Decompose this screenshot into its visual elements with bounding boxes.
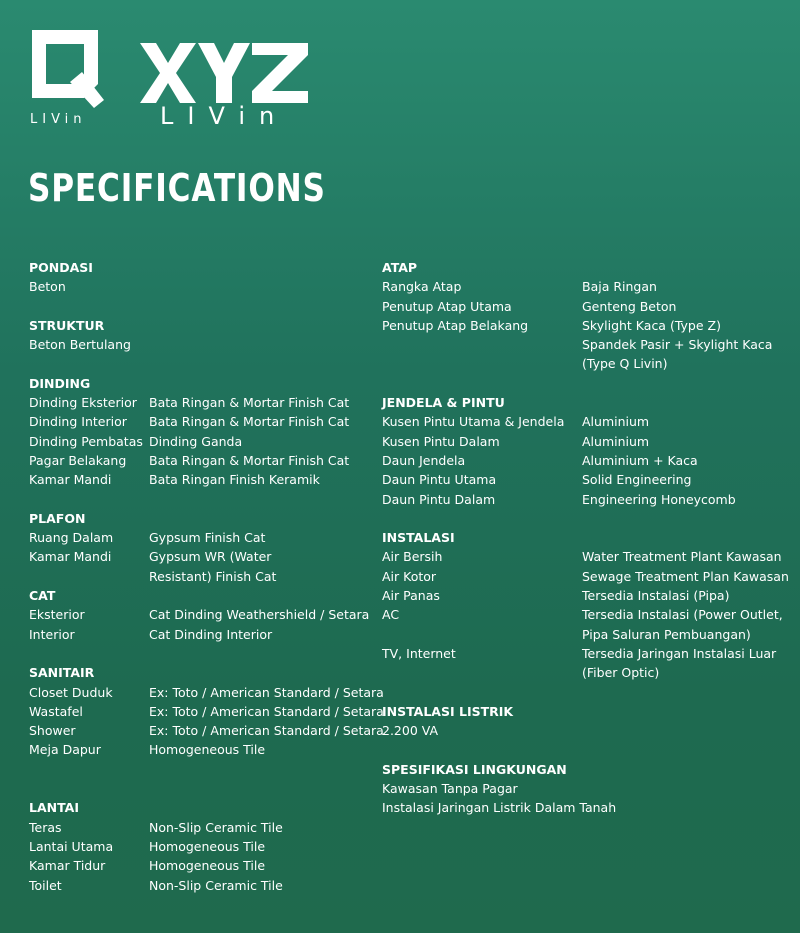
- section-title-instalasi-listrik: INSTALASI LISTRIK: [382, 703, 514, 719]
- spec-row: Kusen Pintu Utama & Jendela Aluminium: [382, 414, 650, 430]
- section-title-spesifikasi-lingkungan: SPESIFIKASI LINGKUNGAN: [382, 761, 567, 777]
- q-livin-logo-icon: [28, 26, 108, 126]
- spec-row: Interior Cat Dinding Interior: [29, 626, 273, 642]
- spec-row: Dinding Pembatas Dinding Ganda: [29, 433, 243, 449]
- spec-row: Dinding Interior Bata Ringan & Mortar Finish Cat: [29, 414, 350, 430]
- spec-row: Kamar Mandi Bata Ringan Finish Keramik: [29, 472, 320, 488]
- spec-row: 2.200 VA: [382, 723, 439, 739]
- spec-row: Closet Duduk Ex: Toto / American Standard / Setara: [29, 684, 384, 700]
- spec-row: Ruang Dalam Gypsum Finish Cat: [29, 530, 266, 546]
- spec-row: Air Panas Tersedia Instalasi (Pipa): [382, 588, 730, 604]
- spec-row: Toilet Non-Slip Ceramic Tile: [29, 877, 283, 893]
- spec-row: Eksterior Cat Dinding Weathershield / Setara: [29, 607, 370, 623]
- spec-row: Beton: [29, 279, 66, 295]
- spec-row: Shower Ex: Toto / American Standard / Setara: [29, 723, 384, 739]
- spec-row: Rangka Atap Baja Ringan: [382, 279, 657, 295]
- spec-row: Penutup Atap Belakang Skylight Kaca (Type Z): [382, 317, 721, 333]
- section-title-pondasi: PONDASI: [29, 260, 93, 275]
- section-title-atap: ATAP: [382, 260, 418, 275]
- section-title-lantai: LANTAI: [29, 800, 79, 816]
- section-title-instalasi: INSTALASI: [382, 530, 455, 546]
- spec-row: Lantai Utama Homogeneous Tile: [29, 838, 266, 854]
- spec-row: Pagar Belakang Bata Ringan & Mortar Finish Cat: [29, 452, 350, 468]
- section-title-plafon: PLAFON: [29, 510, 86, 526]
- spec-row: Teras Non-Slip Ceramic Tile: [29, 819, 283, 835]
- spec-row: Daun Jendela Aluminium + Kaca: [382, 452, 698, 468]
- spec-row: Daun Pintu Dalam Engineering Honeycomb: [382, 491, 736, 507]
- spec-row: Wastafel Ex: Toto / American Standard / Setara: [29, 703, 384, 719]
- section-title-sanitair: SANITAIR: [29, 665, 95, 681]
- spec-row: TV, Internet Tersedia Jaringan Instalasi Luar (Fiber Optic): [382, 645, 777, 681]
- spec-row: Kamar Mandi Gypsum WR (Water Resistant) Finish Cat: [29, 549, 277, 584]
- spec-row: Beton Bertulang: [29, 337, 131, 353]
- right-spec-column: [382, 258, 792, 818]
- q-livin-wordmark: LIVin: [30, 112, 87, 127]
- spec-row: Daun Pintu Utama Solid Engineering: [382, 472, 692, 488]
- section-title-dinding: DINDING: [29, 375, 91, 391]
- spec-row: Kamar Tidur Homogeneous Tile: [29, 858, 266, 874]
- spec-row: Kawasan Tanpa Pagar: [382, 781, 518, 797]
- spec-row: Spandek Pasir + Skylight Kaca (Type Q Livin): [582, 337, 773, 372]
- page-title: SPECIFICATIONS: [28, 166, 326, 210]
- spec-row: Instalasi Jaringan Listrik Dalam Tanah: [382, 800, 617, 816]
- xyz-livin-wordmark: LIVin: [160, 102, 289, 130]
- left-spec-column: [29, 258, 384, 895]
- section-title-cat: CAT: [29, 588, 56, 604]
- spec-row: Kusen Pintu Dalam Aluminium: [382, 433, 650, 449]
- spec-row: Air Kotor Sewage Treatment Plan Kawasan: [382, 568, 789, 584]
- spec-row: Air Bersih Water Treatment Plant Kawasan: [382, 549, 782, 565]
- spec-row: AC Tersedia Instalasi (Power Outlet, Pipa Saluran Pembuangan): [382, 607, 783, 642]
- section-title-jendela-pintu: JENDELA & PINTU: [382, 395, 505, 411]
- section-title-struktur: STRUKTUR: [29, 317, 105, 333]
- spec-row: Dinding Eksterior Bata Ringan & Mortar Finish Cat: [29, 395, 350, 411]
- spec-row: Meja Dapur Homogeneous Tile: [29, 742, 266, 758]
- spec-row: Penutup Atap Utama Genteng Beton: [382, 298, 677, 314]
